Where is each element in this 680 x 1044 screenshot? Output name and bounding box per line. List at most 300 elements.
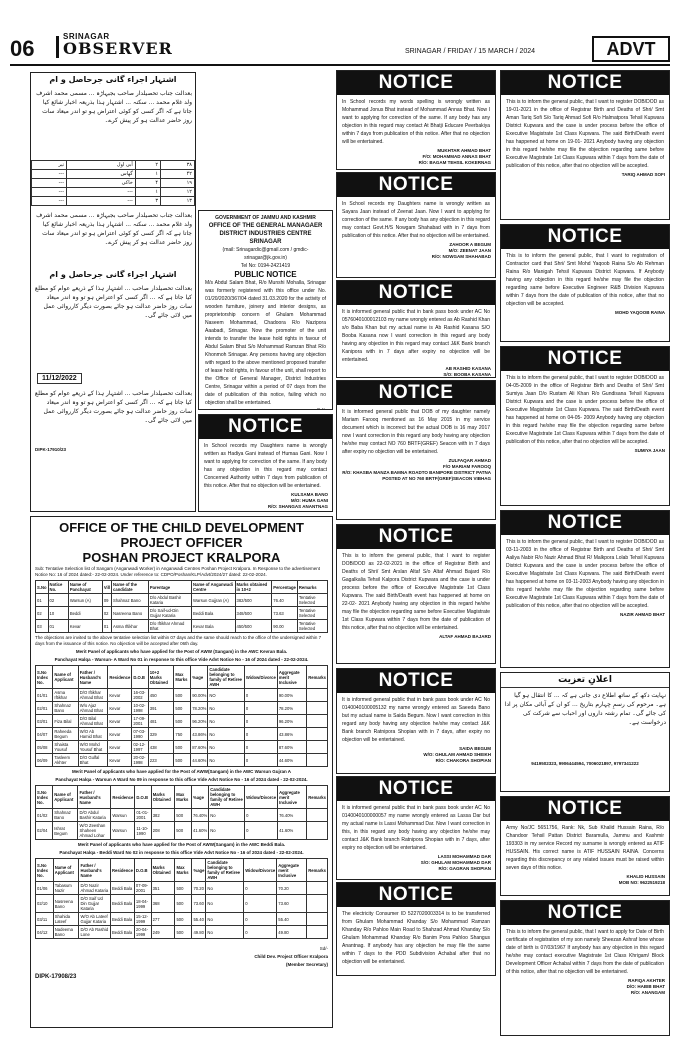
table-cell: D/O Ab Rashid Lone: [79, 926, 111, 939]
notice-2: [336, 172, 496, 278]
table-header: D.O.B: [132, 666, 148, 689]
notice-sign: R/O: CHAKORA SHOPIAN: [435, 758, 491, 763]
cdpo-notice: [30, 516, 333, 1028]
table-cell: Asma Iftikhar: [112, 620, 149, 633]
gov-sd: [205, 407, 326, 410]
table-cell: D/O Nazir Ahmad Kataria: [79, 882, 111, 895]
notice-7: [336, 776, 496, 880]
right-notice-1: [500, 70, 670, 220]
table-cell: 01/01: [36, 689, 53, 702]
notice-sign: R/O: BAGAM TEHSIL KOKERNAG: [418, 160, 491, 165]
table-cell: 500: [174, 715, 191, 728]
urdu-body-1: بعدالت جناب تحصیلدار صاحب بجبہاڑہ ... مسمی محمد اشرف ولد غلام محمد ... سکنہ ... اشتہار ہذا بذریعہ اخبار شائع کیا جاتا ہے کہ اگر کسی کو کوئی اعتراض ہو تو اندر میعاد سات روز حاضر عدالت ہو کر پیش کرے۔: [36, 90, 192, 124]
table-cell: 0: [245, 822, 278, 840]
table-cell: ۳۸: [161, 161, 195, 170]
notice-sign: S/O: BOOBA KASANA: [443, 372, 491, 377]
table-cell: No: [206, 895, 244, 913]
table-cell: Shaista Yousuf: [53, 741, 78, 754]
notice-sign: M/O: ZEENAT JAAN: [448, 248, 491, 253]
table-header: Vill: [102, 581, 111, 594]
table-header: Notice No.: [48, 581, 68, 594]
table-cell: ۱: [135, 170, 160, 179]
table-cell: [307, 689, 328, 702]
table-cell: No: [208, 741, 244, 754]
table-cell: Tabasum Nazir: [53, 882, 79, 895]
notice-sign: TARIQ AHMAD SOFI: [621, 172, 665, 177]
table-cell: [307, 822, 328, 840]
table-cell: Kevar Bala: [192, 620, 235, 633]
urdu-heading-1: اشتہار اجراء گانی جرحاصل و ام: [49, 75, 177, 84]
table-cell: 55.40: [277, 913, 307, 926]
urdu-dipr: DIPK-17910/23: [35, 447, 67, 452]
table-cell: 78.20%: [277, 702, 306, 715]
table-row: [32, 188, 195, 197]
dateline: SRINAGAR / FRIDAY / 15 MARCH / 2024: [405, 48, 536, 55]
table-cell: 02/10: [36, 895, 54, 913]
notice-1: [336, 70, 496, 170]
table-header: Father / Husband's Name: [79, 859, 111, 882]
table-cell: 41.60%: [191, 822, 208, 840]
table-cell: Warsun: [111, 822, 135, 840]
table-cell: W/O Mohd Yousuf Bhat: [78, 741, 108, 754]
notice-8: [336, 882, 496, 976]
table-header: Residence: [111, 786, 135, 809]
notice-sign: R/O: NOWGAM SHAHABAD: [431, 254, 491, 259]
table-cell: Warsun (A): [68, 594, 102, 607]
logo-bottom: OBSERVER: [63, 39, 173, 58]
gov-notice: [198, 210, 333, 410]
table-row: [36, 620, 328, 633]
urdu-heading-2: اشتہار اجراء گانی جرحاصل و ام: [49, 270, 177, 279]
table-cell: 500: [174, 702, 191, 715]
notice-9: [198, 414, 333, 512]
table-cell: Beddi: [68, 607, 102, 620]
cdpo-table-beddi: [35, 858, 328, 939]
table-cell: 208: [151, 822, 175, 840]
table-cell: 450/500: [235, 620, 272, 633]
notice-text: In School records my Daughters name is wrongly written as Hadiya Gani instead of Humaa Gani. Now I want to applying for correction of the same. If any body has any objection in this regard may contact Concerned Authority within 7 days from publication of this notice. After that no objection will be entertained.: [204, 443, 327, 489]
table-cell: Nadeema Bano: [53, 926, 79, 939]
notice-text: Army No/JC 5651756, Rank: Nk, Sub Khalid Hussain Raina, R/o Chandoor Tehsil Pattan District Baramulla, Jammu and Kashmir 193303 in my service Record my surname is wrongly entered as ATIF HUSSAIN. His correct name is ATIF HUSSAIN RAINA. Concerns regarding this discrepancy or any related issues must be raised within seven days of this notice.: [506, 825, 664, 871]
table-cell: [307, 715, 328, 728]
table-cell: 76.40%: [191, 809, 208, 822]
table-cell: 0: [244, 882, 277, 895]
notice-title: NOTICE: [199, 415, 332, 439]
table-cell: Warsun Gujjran (A): [192, 594, 235, 607]
cdpo-subject: Sub: Tentative Selection list of Sangam (Anganwadi Worker) in Anganwadi Centres Poshan Project Kralpora. In Response to the advertisement Notice No: 16 of 2024 dated:- 22-02-2024. Under reference to: CDPO/Poshan/KLP/Advt/2024/27 dated: 22-02-2024.: [35, 566, 320, 577]
notice-title: NOTICE: [337, 525, 495, 549]
notice-title: NOTICE: [337, 173, 495, 197]
cdpo-merit-3b: Panchayat Halqa - Beddi Ward No 02 in response to this office Vide Advt Notice No - 16 of 2024 dated - 22-02-2024.: [59, 850, 304, 855]
table-cell: 03: [36, 620, 49, 633]
notice-sign: POSTED AT NO 760 BRTF(GREF)SEACON VIBHAG: [382, 476, 491, 481]
notice-text: The electricity Consumer ID 5227020003314 is to be transferred from Ghulam Mohammad Khanday S/o Mohammad Ramzan Khanday R/o Pahloo Main Road to Shahzad Ahmad Khanday S/o Ghulam Mohammad Khanday R/o Banim Pora Pahloo Shangus Anantnag. If anybody has any objection he may file the same within 7 days to the PDD Subdivision Achabal after that no objection will be entertained.: [342, 911, 490, 965]
table-cell: 76.40: [272, 594, 298, 607]
table-cell: Kevar: [108, 728, 132, 741]
table-cell: 90.00%: [277, 689, 306, 702]
table-cell: Tentative Selected: [297, 620, 327, 633]
table-row: [32, 161, 195, 170]
table-row: [36, 754, 328, 767]
urdu-filler: بعدالت جناب تحصیلدار صاحب بجبہاڑہ ... مسمی محمد اشرف ولد غلام محمد ... سکنہ ... اشتہار ہذا بذریعہ اخبار شائع کیا جاتا ہے کہ اگر کسی کو کوئی اعتراض ہو تو اندر میعاد سات روز حاضر عدالت ہو کر پیش کرے۔: [36, 212, 192, 246]
table-cell: 500: [175, 882, 192, 895]
table-cell: D/O Iftikhar Ahmad Bhat: [78, 689, 108, 702]
table-cell: 500: [174, 741, 191, 754]
table-cell: Shahnaz Bano: [112, 594, 149, 607]
table-cell: No: [206, 926, 244, 939]
cdpo-table-kevran: [35, 665, 328, 767]
notice-title: NOTICE: [501, 797, 669, 821]
table-row: [36, 822, 328, 840]
gov-title: PUBLIC NOTICE: [234, 270, 297, 279]
table-cell: 96.20%: [277, 715, 306, 728]
table-header: Marks obtained in 10+2: [235, 581, 272, 594]
table-cell: 04/12: [36, 926, 54, 939]
table-header: Widow/Divorce: [245, 786, 278, 809]
table-cell: Kevar: [108, 715, 132, 728]
table-header: 10+2 Marks Obtained: [148, 666, 174, 689]
table-cell: 348/500: [235, 607, 272, 620]
table-header: Remarks: [307, 786, 328, 809]
table-cell: Shahida Lateef: [53, 913, 79, 926]
table-row: [36, 913, 328, 926]
table-header: S.No: [36, 581, 49, 594]
cdpo-merit-1: Merit Panel of applicants who have applied for the Post of AWW (Sangam) in the AWC Kevran Bala.: [75, 649, 288, 654]
table-cell: Kevar: [108, 689, 132, 702]
table-cell: D/O Bilal Ahmad Bhat: [78, 715, 108, 728]
table-row: [36, 741, 328, 754]
gov-contact: (mail: Srinagardic@gmail.com / gmdic-srinagar@jk.gov.in): [222, 247, 309, 261]
table-cell: No: [209, 822, 245, 840]
table-cell: Beddi Bala: [110, 882, 134, 895]
table-cell: 49.80: [277, 926, 307, 939]
table-cell: 15-12-1999: [134, 913, 151, 926]
table-cell: 11-10-1990: [135, 822, 151, 840]
table-cell: [307, 913, 328, 926]
notice-text: It is informed general public that in bank pass book under AC No 0576040100012103 my name wrongly entered as Ab Rashid Khan s/o Baba Khan but my actual name is Ab Rashid Kasana S/O Booba Kasana now I want correction in this regard any body having any objection in this regard may contact J&K Bank branch Kanipora with in 7 days after expiry no objection will be entertained.: [342, 309, 490, 363]
table-cell: [307, 882, 328, 895]
table-cell: ---: [32, 197, 67, 206]
table-cell: 10-02-1998: [132, 702, 148, 715]
table-cell: 73.60: [277, 895, 307, 913]
table-cell: 0: [244, 689, 277, 702]
cdpo-table-warsun: [35, 785, 328, 840]
table-cell: 78.20%: [191, 702, 208, 715]
notice-sign: ZAHOOR A BEGUM: [449, 242, 491, 247]
cdpo-merit-2: Merit Panel of applicants who have applied for the Post of AWW(Sangam) in the AWC Warsun Gujran A: [71, 769, 292, 774]
table-cell: No: [206, 913, 244, 926]
table-header: Max Marks: [174, 666, 191, 689]
table-header: Name of Applicant: [53, 859, 79, 882]
notice-text: This is to inform the general public, that I want to register DOB/DOD as 04-05-2009 in the office of Registrar Birth and Deaths of Shri/ Smt Sumiya Jaan D/o Rustam Ali Khan R/o Gundisana Tehsil Kupwara District Kupwara and the case is under process before the office of Executive Magistrate 1st Class Kupwara. The said Birth/Death event has happened at home on 04-05- 2009 Anybody having any objection in this regard he/she may file the objection regarding same before Executive Magistrate 1st Class Kupwara within 7 days from the date of publication of this notice, after that no objection will be accepted.: [506, 375, 664, 445]
notice-sign: SAIDA BEGUM: [459, 746, 491, 751]
table-cell: Fiza Bilal: [53, 715, 78, 728]
table-header: Aggregate merit Inclusive: [277, 666, 306, 689]
notice-text: This is to inform the general public, that I want to register DOB/DOD as 19-01-2021 in the office of Registrar Birth and Deaths of Shri/ Smt Aman Tariq Sofi S/o Tariq Ahmad Sofi R/o Halmatpora Tehsil Kupwara District Kupwara and the case is under process before the office of Executive Magistrate 1st Class Kupwara. The said Birth/Death event has happened at home on 19-01- 2021 Anybody having any objection in this regard he/she may file the objection regarding same before Executive Magistrate 1st Class Kupwara within 7 days from the date of publication of this notice, after that no objection will be accepted.: [506, 99, 664, 169]
table-cell: ۲: [135, 161, 160, 170]
table-cell: 01/02: [36, 809, 53, 822]
table-cell: 0: [244, 728, 277, 741]
table-cell: Tasleem Akhter: [53, 754, 78, 767]
table-header: Remarks: [307, 859, 328, 882]
table-cell: 0: [244, 754, 277, 767]
table-cell: 01: [36, 594, 49, 607]
table-cell: 10: [48, 607, 68, 620]
table-cell: 500: [175, 822, 192, 840]
table-header: S.No Index No.: [36, 859, 54, 882]
table-cell: 01-01-2001: [135, 809, 151, 822]
notice-title: NOTICE: [337, 777, 495, 801]
urdu-body-3: بعدالت تحصیلدار صاحب ... اشتہار ہذا کے ذریعے عوام کو مطلع کیا جاتا ہے کہ ... اگر کسی کو اعتراض ہو تو وہ اندر میعاد سات روز حاضر عدالت ہو جائے بصورت دیگر کارروائی عمل میں لائی جائے گی۔: [34, 390, 192, 424]
table-header: Max Marks: [175, 859, 192, 882]
notice-sign: KHALID HUSSAIN: [626, 874, 665, 879]
table-row: [32, 197, 195, 206]
table-cell: ---: [67, 197, 136, 206]
right-notice-3: [500, 346, 670, 506]
table-cell: 351: [151, 882, 175, 895]
cdpo-note: The objections are invited to the above tentative selection list within 07 days and the same should reach to the office of the undersigned within 7 days from the issuance of this notice. No objection will be accepted after 06th day.: [35, 635, 322, 646]
table-cell: 382: [151, 809, 175, 822]
obituary-body: نہایت دکھ کے ساتھ اطلاع دی جاتی ہے کہ ... کا انتقال ہو گیا ہے۔ مرحوم کی رسمِ چہارم بتاریخ ... کو ان کے آبائی مکان پر ادا کی جائے گی۔ تمام رشتہ داروں اور احباب سے شرکت کی درخواست ہے۔: [504, 692, 666, 726]
notice-text: This is to inform the general public, that I want to register DOB/DOD as 22-02-2021 in the office of Registrar Birth and Deaths of Shri/ Smt Arslan Altaf S/o Altaf Ahmad Bajard R/o Gagalkalia Tehsil Kalpora District Kupwara and the case is under process before the office of Executive Magistrate 1st Class Kupwara. The said Birth/Death event has happened at home on 22-02- 2021 Anybody having any objection in this regard he/she may file the objection regarding same before Executive Magistrate 1st Class Kupwara within 7 days from the date of publication of this notice, after that no objection will be entertained.: [342, 553, 490, 631]
table-cell: 90.00%: [191, 689, 208, 702]
table-cell: آبی اول: [67, 161, 136, 170]
table-header: Parentage: [148, 581, 191, 594]
urdu-ad: [30, 72, 196, 512]
table-cell: Beddi Bala: [110, 895, 134, 913]
table-cell: 76.40%: [278, 809, 307, 822]
notice-text: It is informed general public that in bank pass book under AC No 0140040100005132 my name wrongly entered as Saeeda Bano but my actual name is Saida Begum. Now I want correction in this regard any body having any objection he/she may contact J&K Bank branch Ratnipora Shopian with in 7 days, after expiry no objection will be entertained.: [342, 697, 490, 743]
notice-sign: KULSAMA BANO: [291, 492, 328, 497]
table-cell: 391: [148, 702, 174, 715]
table-cell: Beddi Bala: [110, 913, 134, 926]
table-cell: Shahnaz Bano: [53, 702, 78, 715]
notice-text: In School records my Daughters name is wrongly written as Sayara Jaan instead of Zeenat Jaan. Now I want to applying for correction of the same. If any body has any objection in this regard may contact Govt.H/S Nowgam Shahabad with in 7 days from publication of this notice. After that no objection will be entertained.: [342, 201, 490, 239]
table-cell: ۳: [135, 197, 160, 206]
notice-6: [336, 668, 496, 774]
table-cell: 03/11: [36, 913, 54, 926]
notice-title: NOTICE: [501, 511, 669, 535]
notice-title: NOTICE: [337, 883, 495, 907]
notice-text: In School records my words spelling is wrongly written as Mohammad Jonus Bhat instead of Mohammad Annas Bhat. Now I want to applying for correction of the same. If any body has any objection in this regard may contact At Bhatji Educare Peerbakiya within 7 days from publication of this notice. After that no objection will be entertained.: [342, 99, 490, 145]
table-header: Name of the candidate: [112, 581, 149, 594]
table-header: Name of Applicant: [53, 666, 78, 689]
notice-title: NOTICE: [337, 281, 495, 305]
table-cell: 0: [244, 913, 277, 926]
table-header: Widow/Divorce: [244, 859, 277, 882]
notice-sign: MOB NO: 9622519218: [618, 880, 665, 885]
table-cell: 90.00: [272, 620, 298, 633]
notice-sign: MUKHTAR AHMAD BHAT: [437, 148, 491, 153]
notice-sign: RAFIQA AKHTER: [628, 978, 665, 983]
table-cell: 500: [175, 895, 192, 913]
notice-sign: R/O: SHANGAS ANANTNAG: [267, 504, 328, 509]
notice-title: NOTICE: [337, 71, 495, 95]
table-cell: 07-09-2001: [134, 882, 151, 895]
cdpo-sd: Sd/-: [319, 946, 328, 951]
table-cell: 02/04: [36, 822, 53, 840]
table-header: Remarks: [307, 666, 328, 689]
table-cell: 43.86%: [277, 728, 306, 741]
table-cell: D/O Abdul Bashir Kataria: [78, 809, 111, 822]
notice-sign: W/O: GHULAM AHMAD SHEIKH: [423, 752, 491, 757]
table-header: Candidate belonging to family of Retiree AWH: [210, 787, 243, 807]
table-header: D.O.B: [134, 859, 151, 882]
table-cell: 49.80: [192, 926, 206, 939]
table-cell: Beddi Bala: [192, 607, 235, 620]
urdu-obituary: [500, 672, 670, 792]
table-row: [36, 607, 328, 620]
table-cell: [307, 895, 328, 913]
table-cell: 73.60: [192, 895, 206, 913]
table-cell: W/O Ab Lateef Gujjar Kataria: [79, 913, 111, 926]
table-cell: 96.20%: [191, 715, 208, 728]
cdpo-table-selection: [35, 580, 328, 633]
table-cell: 03/01: [36, 715, 53, 728]
table-cell: ۱۳: [161, 197, 195, 206]
table-cell: 55.40: [192, 913, 206, 926]
table-cell: 41.60%: [278, 822, 307, 840]
notice-text: This is to inform the general public, that I want to apply for Date of Birth certificate of registration of my son namely Sheezan Ashraf lone whose date of birth is 07/03/1967 If anybody has any objection in this regard he/she may contact executive Magistrate 1st Class Khrigam/ Block Development Officer Achabal within 7 days from the date of publication of this notice, after that no objection will be entertained.: [506, 929, 664, 975]
notice-sign: LASSI MOHAMMAD DAR: [437, 854, 491, 859]
table-cell: No: [208, 728, 244, 741]
table-cell: D/O Saif Ud Din Gujjar Kataria: [79, 895, 111, 913]
table-cell: ---: [67, 188, 136, 197]
right-notice-2: [500, 224, 670, 342]
table-cell: Tentative Selected: [297, 607, 327, 620]
table-cell: 20-04-1999: [134, 926, 151, 939]
table-cell: 01/06: [36, 882, 54, 895]
table-cell: Kevar: [108, 702, 132, 715]
right-notice-5: [500, 796, 670, 896]
table-cell: 01: [48, 620, 68, 633]
cdpo-sign-2: (Member Secretary): [285, 962, 328, 967]
table-cell: No: [206, 882, 244, 895]
notice-title: NOTICE: [501, 901, 669, 925]
table-header: %age: [192, 859, 206, 882]
table-cell: 0: [244, 895, 277, 913]
table-header: Marks Obtained: [151, 786, 175, 809]
table-header: Father / Husband's Name: [78, 666, 108, 689]
table-header: S.No Index No.: [36, 786, 53, 809]
table-cell: 481: [148, 715, 174, 728]
table-cell: 87.60%: [191, 741, 208, 754]
notice-sign: D/O: HABIB BHAT: [626, 984, 665, 989]
table-cell: ---: [32, 188, 67, 197]
table-header: Widow/Divorce: [244, 666, 277, 689]
table-cell: 02: [36, 607, 49, 620]
notice-sign: S/O: GHULAM MOHAMMAD DAR: [420, 860, 491, 865]
table-cell: 02: [48, 594, 68, 607]
table-cell: 0: [244, 702, 277, 715]
table-cell: خاکی: [67, 179, 136, 188]
gov-line-3: DISTRICT INDUSTRIES CENTRE SRINAGAR: [219, 231, 312, 245]
table-cell: 70.20: [277, 882, 307, 895]
notice-title: NOTICE: [501, 347, 669, 371]
table-cell: Nasreena Bano: [112, 607, 149, 620]
notice-sign: F/O MARIAM FAROOQ: [443, 464, 491, 469]
table-cell: Kevar: [108, 754, 132, 767]
table-cell: W/O Ab Hamid Bhat: [78, 728, 108, 741]
cdpo-merit-3: Merit Panel of applicants who have applied for the Post of AWW(Sangam) in the AWC Beddi Bala.: [77, 842, 286, 847]
table-cell: 04/07: [36, 728, 53, 741]
newspaper-logo[interactable]: [56, 32, 173, 58]
table-header: Name of Anganwadi Centre: [192, 581, 235, 594]
table-cell: تیر: [32, 161, 67, 170]
gov-line-1: GOVERNMENT OF JAMMU AND KASHMIR: [215, 215, 316, 221]
notice-sign: F/O: MOHAMMAD ANNAS BHAT: [422, 154, 491, 159]
table-cell: 500: [175, 926, 192, 939]
notice-sign: AB RASHID KASANA: [445, 366, 491, 371]
table-cell: Shahnaz Bano: [53, 809, 78, 822]
table-cell: 02-12-1997: [132, 741, 148, 754]
table-row: [36, 689, 328, 702]
notice-sign: NAZIR AHMAD BHAT: [620, 612, 665, 617]
gov-body: M/s Abdul Salam Bhat, R/o Munshi Mohalla, Srinagar was formerly registered with this office under No. 01/20/2020/367/04 dated 31.03.2020 for the activity of wooden furniture, joinery and interior designs, as proprietorship concern of Ghulam Mohammad Naseem Mohammad, Chadoora R/o Nazipora Aaabadi, Srinagar. Now the promoter of the unit intends to transfer the lease hold rights in favour of Abdul Salam Bhat S/o Mohammad Ramzan Bhat R/o Khonmoh Srinagar. Any persons having any objection with regard to the above mentioned proposed transfer of lease hold rights, in favour of the unit, shall report to the Office of General Manager, District Industries Centre, Srinagar within a period of 07 days from the date of publication of this notice, failing which no objection shall be entertained.: [205, 280, 326, 406]
table-cell: 382/500: [235, 594, 272, 607]
gov-tel: Tel No: 0194-2421419: [240, 263, 291, 269]
table-header: Aggregate merit Inclusive: [278, 786, 307, 809]
table-cell: 329: [148, 728, 174, 741]
table-cell: 438: [148, 741, 174, 754]
table-cell: 44.60%: [191, 754, 208, 767]
table-cell: No: [209, 809, 245, 822]
notice-sign: SUMIYA JAAN: [634, 448, 665, 453]
notice-3: [336, 280, 496, 378]
table-cell: Kevar: [68, 620, 102, 633]
table-cell: [307, 809, 328, 822]
urdu-body-2: بعدالت تحصیلدار صاحب ... اشتہار ہذا کے ذریعے عوام کو مطلع کیا جاتا ہے کہ ... اگر کسی کو اعتراض ہو تو وہ اندر میعاد سات روز حاضر عدالت ہو جائے بصورت دیگر کارروائی عمل میں لائی جائے گی۔: [34, 285, 192, 319]
table-header: Name of Panchayat: [68, 581, 102, 594]
table-cell: D/o Saif-ud-Din Gujjar Kataria: [148, 607, 191, 620]
cdpo-merit-2b: Panchayat Halqa - Warsun A Ward No 09 in response to this office Vide Advt Notice No - 16 of 2024 dated - 22-02-2024.: [55, 777, 308, 782]
notice-text: This is to inform the general public, that I want to registration of Contractor card that Shri/ Smt Mohd Yaqoob Raina S/o Ab Rehman Raina R/o Manigah Tehsil Kupwara District Kupwara. If Anybody having any objection in this regard he/she may file the objection regarding same before Executive Engineer R&B Division Kupwara within 7 days from the date of publication of this notice, after that no objection will be accepted.: [506, 253, 664, 307]
table-cell: 44.60%: [277, 754, 306, 767]
table-header: Max Marks: [175, 786, 192, 809]
table-cell: Tentative Selected: [297, 594, 327, 607]
table-cell: 01: [102, 620, 111, 633]
notice-text: This is to inform the general public, that I want to register DOB/DOD as 03-11-2003 in the office of Registrar Birth and Deaths of Shri/ Smt Aaliya Nabir R/o Nazir Ahmad Bhat R/ Malkpora Lolab Tehsil Kupwara District Kupwara and the case is under process before the office of Executive Magistrate 1st Class Kupwara. The said Birth/Death event has happened at home on 03-11-2003 Anybody having any objection in this regard he/she may file the objection regarding same before Executive Magistrate 1st Class Kupwara within 7 days from the date of publication of this notice, after that no objection will be accepted.: [506, 539, 664, 609]
table-cell: 0: [244, 741, 277, 754]
table-cell: ---: [32, 170, 67, 179]
table-cell: 368: [151, 895, 175, 913]
table-cell: 20-02-1998: [132, 754, 148, 767]
notice-title: NOTICE: [337, 669, 495, 693]
gov-line-2: OFFICE OF THE GENERAL MANAGAER: [208, 223, 323, 229]
cdpo-merit-1b: Panchayat Halqa - Warsun- A Ward No 01 in response to this office Vide Advt Notice No - 16 of 2024 dated - 22-02-2024.: [54, 657, 309, 662]
table-header: Percentage: [272, 581, 298, 594]
right-notice-4: [500, 510, 670, 668]
table-header: S.No Index No.: [36, 666, 53, 689]
table-cell: ۱۲: [161, 188, 195, 197]
table-header: Father / Husband's Name: [78, 786, 111, 809]
table-row: [36, 728, 328, 741]
table-cell: ---: [32, 179, 67, 188]
table-cell: 450: [148, 689, 174, 702]
table-row: [36, 594, 328, 607]
obituary-phones: 9419502323, 9906444594, 7006021897, 9797341222: [531, 761, 639, 766]
notice-title: NOTICE: [501, 71, 669, 95]
notice-title: NOTICE: [337, 381, 495, 405]
notice-sign: M/O: HUMA GANI: [290, 498, 328, 503]
table-cell: 500: [174, 754, 191, 767]
cdpo-title-1: OFFICE OF THE CHILD DEVELOPMENT PROJECT OFFICER: [59, 520, 304, 550]
table-cell: Beddi Bala: [110, 926, 134, 939]
notice-sign: ZULFAQAR AHMAD: [448, 458, 491, 463]
table-cell: [307, 702, 328, 715]
table-cell: 05/08: [36, 741, 53, 754]
table-header: Aggregate merit Inclusive: [277, 859, 307, 882]
